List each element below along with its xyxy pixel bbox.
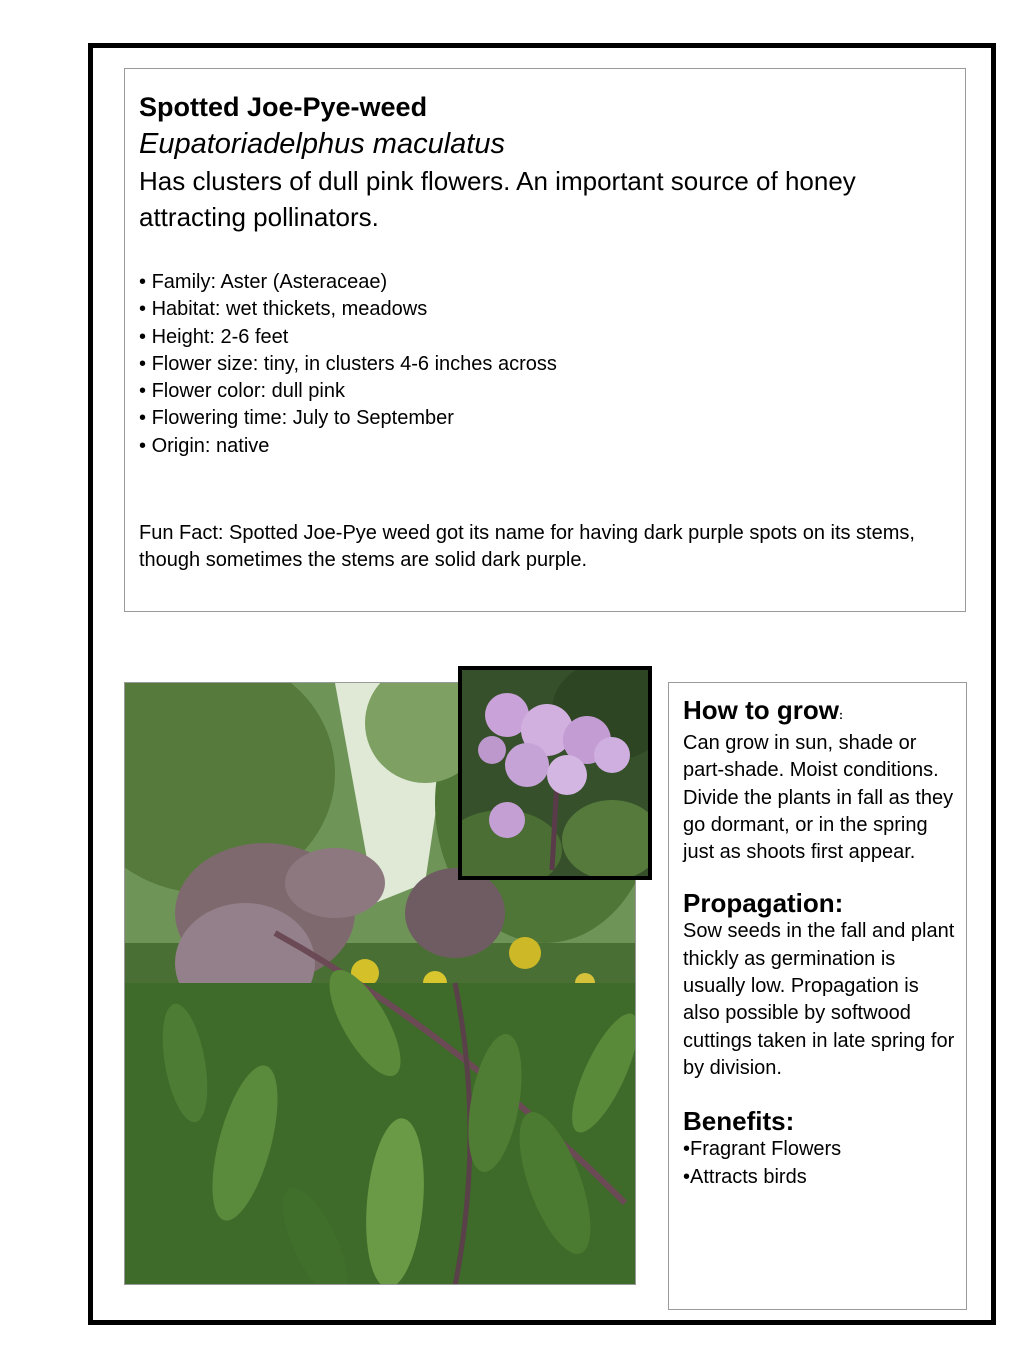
fact-flowering-time: • Flowering time: July to September <box>139 405 951 432</box>
how-to-grow-heading <box>683 695 958 730</box>
facts-list <box>139 269 951 460</box>
how-to-grow-colon: : <box>838 708 843 722</box>
benefits-heading: Benefits: <box>683 1106 795 1137</box>
benefit-item: • Fragrant Flowers <box>683 1136 958 1163</box>
fact-origin: • Origin: native <box>139 433 951 460</box>
species-description: Has clusters of dull pink flowers. An important source of honey attracting pollinators. <box>139 166 856 232</box>
care-info-box <box>668 682 967 1310</box>
fact-flower-color: • Flower color: dull pink <box>139 378 951 405</box>
fun-fact: Fun Fact: Spotted Joe-Pye weed got its name for having dark purple spots on its stems, though sometimes the stems are solid dark purple. <box>139 522 915 572</box>
fact-flower-size: • Flower size: tiny, in clusters 4-6 inches across <box>139 351 951 378</box>
flower-closeup-illustration <box>462 670 648 876</box>
benefits-list <box>683 1136 958 1191</box>
how-to-grow-text: Can grow in sun, shade or part-shade. Moist conditions. Divide the plants in fall as they go dormant, or in the spring just as shoots first appear. <box>683 732 954 864</box>
fact-family: • Family: Aster (Asteraceae) <box>139 269 951 296</box>
how-to-grow-heading-text: How to grow <box>683 695 839 725</box>
scientific-name: Eupatoriadelphus maculatus <box>139 128 505 160</box>
flower-closeup-photo <box>458 666 652 880</box>
benefit-item: • Attracts birds <box>683 1164 958 1191</box>
fact-habitat: • Habitat: wet thickets, meadows <box>139 296 951 323</box>
fact-height: • Height: 2-6 feet <box>139 324 951 351</box>
propagation-heading: Propagation: <box>683 888 844 919</box>
species-title: Spotted Joe-Pye-weed <box>139 92 428 122</box>
propagation-text: Sow seeds in the fall and plant thickly as germination is usually low. Propagation is also possible by softwood cuttings taken in late spring for by division. <box>683 920 955 1079</box>
species-info-box <box>124 68 966 612</box>
